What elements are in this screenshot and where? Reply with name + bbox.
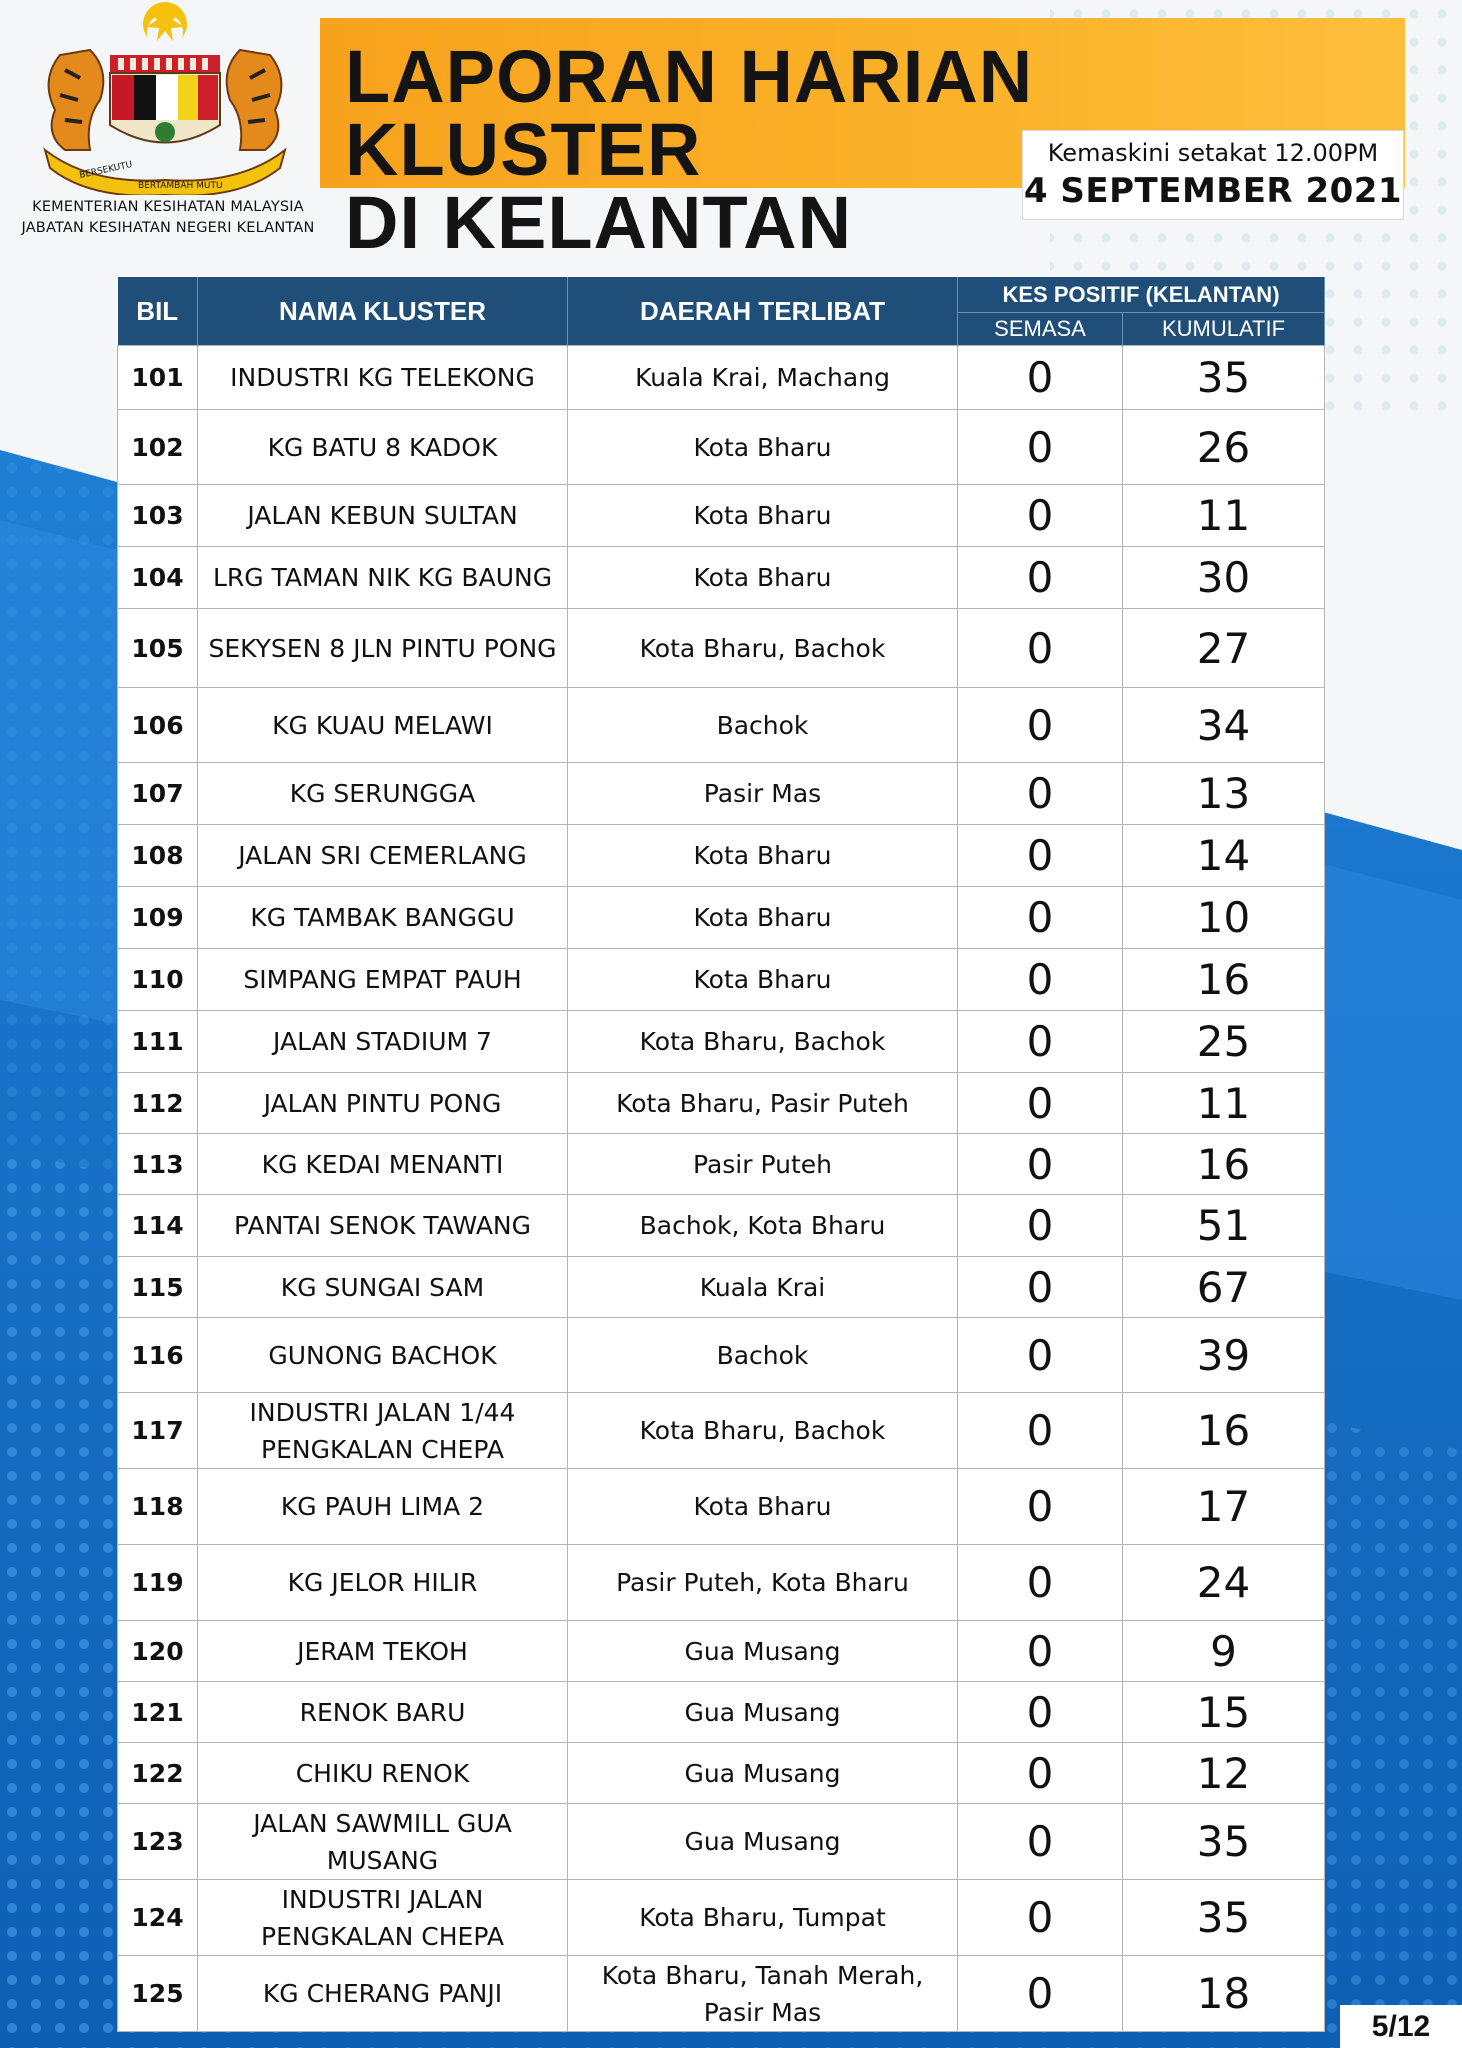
table-row bbox=[118, 1545, 1325, 1621]
cell-cluster-name: KG PAUH LIMA 2 bbox=[198, 1469, 568, 1545]
table-row bbox=[118, 485, 1325, 547]
cell-current: 0 bbox=[958, 1621, 1123, 1682]
table-row bbox=[118, 887, 1325, 949]
cell-district: Kota Bharu, Tanah Merah, Pasir Mas bbox=[568, 1956, 958, 2032]
ministry-label bbox=[18, 197, 318, 239]
cell-bil: 118 bbox=[118, 1469, 198, 1545]
cell-bil: 109 bbox=[118, 887, 198, 949]
cell-cluster-name: KG KUAU MELAWI bbox=[198, 688, 568, 763]
cell-current: 0 bbox=[958, 485, 1123, 547]
cell-current: 0 bbox=[958, 346, 1123, 410]
update-box bbox=[1022, 130, 1404, 220]
cell-district: Kota Bharu bbox=[568, 485, 958, 547]
crest-motto-bottom: BERTAMBAH MUTU bbox=[138, 181, 223, 191]
cell-cumulative: 16 bbox=[1123, 949, 1325, 1011]
ministry-line-2: JABATAN KESIHATAN NEGERI KELANTAN bbox=[21, 220, 315, 236]
update-label: Kemaskini setakat 12.00PM bbox=[1047, 139, 1379, 167]
cell-bil: 108 bbox=[118, 825, 198, 887]
cell-cumulative: 12 bbox=[1123, 1743, 1325, 1804]
header-cumulative: KUMULATIF bbox=[1123, 313, 1325, 346]
table-row bbox=[118, 410, 1325, 485]
cluster-table bbox=[117, 277, 1325, 2032]
cell-cluster-name: RENOK BARU bbox=[198, 1682, 568, 1743]
cell-cluster-name: CHIKU RENOK bbox=[198, 1743, 568, 1804]
cell-cluster-name: INDUSTRI KG TELEKONG bbox=[198, 346, 568, 410]
cell-bil: 104 bbox=[118, 547, 198, 609]
cell-current: 0 bbox=[958, 688, 1123, 763]
cell-district: Gua Musang bbox=[568, 1682, 958, 1743]
table-row bbox=[118, 1393, 1325, 1469]
table-row bbox=[118, 1257, 1325, 1318]
cell-district: Pasir Puteh, Kota Bharu bbox=[568, 1545, 958, 1621]
cell-cumulative: 51 bbox=[1123, 1195, 1325, 1257]
cell-current: 0 bbox=[958, 1318, 1123, 1393]
cell-cumulative: 15 bbox=[1123, 1682, 1325, 1743]
table-row bbox=[118, 1956, 1325, 2032]
cell-district: Kuala Krai, Machang bbox=[568, 346, 958, 410]
cell-cumulative: 9 bbox=[1123, 1621, 1325, 1682]
table-row bbox=[118, 609, 1325, 688]
cell-bil: 115 bbox=[118, 1257, 198, 1318]
crest-motto-left: BERSEKUTU bbox=[78, 159, 134, 181]
cell-cumulative: 34 bbox=[1123, 688, 1325, 763]
coat-of-arms-logo bbox=[30, 0, 300, 195]
table-row bbox=[118, 1011, 1325, 1073]
cell-district: Kota Bharu bbox=[568, 1469, 958, 1545]
table-row bbox=[118, 547, 1325, 609]
header-district: DAERAH TERLIBAT bbox=[568, 277, 958, 346]
cell-bil: 112 bbox=[118, 1073, 198, 1134]
cell-district: Bachok bbox=[568, 1318, 958, 1393]
cell-bil: 113 bbox=[118, 1134, 198, 1195]
table-row bbox=[118, 1134, 1325, 1195]
cell-current: 0 bbox=[958, 1393, 1123, 1469]
cell-current: 0 bbox=[958, 887, 1123, 949]
cell-cluster-name: SIMPANG EMPAT PAUH bbox=[198, 949, 568, 1011]
cell-district: Bachok bbox=[568, 688, 958, 763]
cell-cumulative: 16 bbox=[1123, 1393, 1325, 1469]
cell-bil: 116 bbox=[118, 1318, 198, 1393]
table-row bbox=[118, 346, 1325, 410]
header-current: SEMASA bbox=[958, 313, 1123, 346]
cell-cluster-name: KG JELOR HILIR bbox=[198, 1545, 568, 1621]
cell-current: 0 bbox=[958, 1804, 1123, 1880]
table-row bbox=[118, 1469, 1325, 1545]
cell-cluster-name: KG TAMBAK BANGGU bbox=[198, 887, 568, 949]
cell-district: Kota Bharu bbox=[568, 887, 958, 949]
cell-cumulative: 11 bbox=[1123, 1073, 1325, 1134]
cell-district: Gua Musang bbox=[568, 1743, 958, 1804]
cell-cumulative: 18 bbox=[1123, 1956, 1325, 2032]
cell-cluster-name: JERAM TEKOH bbox=[198, 1621, 568, 1682]
cell-district: Kota Bharu, Tumpat bbox=[568, 1880, 958, 1956]
table-row bbox=[118, 1195, 1325, 1257]
cell-cumulative: 26 bbox=[1123, 410, 1325, 485]
table-body bbox=[118, 346, 1325, 2032]
cell-cluster-name: JALAN SAWMILL GUA MUSANG bbox=[198, 1804, 568, 1880]
cell-cluster-name: JALAN KEBUN SULTAN bbox=[198, 485, 568, 547]
cell-cumulative: 30 bbox=[1123, 547, 1325, 609]
cell-district: Kota Bharu, Pasir Puteh bbox=[568, 1073, 958, 1134]
cell-cumulative: 67 bbox=[1123, 1257, 1325, 1318]
cell-current: 0 bbox=[958, 609, 1123, 688]
table-row bbox=[118, 1073, 1325, 1134]
cell-cluster-name: JALAN STADIUM 7 bbox=[198, 1011, 568, 1073]
cell-cluster-name: PANTAI SENOK TAWANG bbox=[198, 1195, 568, 1257]
cell-cluster-name: KG BATU 8 KADOK bbox=[198, 410, 568, 485]
cell-bil: 105 bbox=[118, 609, 198, 688]
table-row bbox=[118, 1621, 1325, 1682]
cell-cumulative: 27 bbox=[1123, 609, 1325, 688]
cell-cluster-name: JALAN SRI CEMERLANG bbox=[198, 825, 568, 887]
cell-current: 0 bbox=[958, 1011, 1123, 1073]
cell-district: Pasir Mas bbox=[568, 763, 958, 825]
table-row bbox=[118, 763, 1325, 825]
cell-district: Gua Musang bbox=[568, 1621, 958, 1682]
cell-bil: 106 bbox=[118, 688, 198, 763]
table-row bbox=[118, 825, 1325, 887]
table-row bbox=[118, 949, 1325, 1011]
cell-current: 0 bbox=[958, 763, 1123, 825]
cell-cumulative: 35 bbox=[1123, 1880, 1325, 1956]
cell-cluster-name: INDUSTRI JALAN 1/44 PENGKALAN CHEPA bbox=[198, 1393, 568, 1469]
cell-district: Kota Bharu bbox=[568, 410, 958, 485]
cell-current: 0 bbox=[958, 1545, 1123, 1621]
cluster-table-container bbox=[117, 277, 1324, 2032]
table-row bbox=[118, 688, 1325, 763]
cell-district: Kota Bharu, Bachok bbox=[568, 1393, 958, 1469]
cell-current: 0 bbox=[958, 949, 1123, 1011]
update-date: 4 SEPTEMBER 2021 bbox=[1023, 171, 1403, 211]
cell-cluster-name: GUNONG BACHOK bbox=[198, 1318, 568, 1393]
cell-district: Kota Bharu bbox=[568, 825, 958, 887]
cell-bil: 117 bbox=[118, 1393, 198, 1469]
ministry-line-1: KEMENTERIAN KESIHATAN MALAYSIA bbox=[32, 199, 304, 215]
cell-bil: 110 bbox=[118, 949, 198, 1011]
cell-current: 0 bbox=[958, 1257, 1123, 1318]
cell-cumulative: 39 bbox=[1123, 1318, 1325, 1393]
cell-cluster-name: INDUSTRI JALAN PENGKALAN CHEPA bbox=[198, 1880, 568, 1956]
cell-district: Kota Bharu bbox=[568, 949, 958, 1011]
cell-bil: 119 bbox=[118, 1545, 198, 1621]
cell-current: 0 bbox=[958, 1682, 1123, 1743]
page-number: 5/12 bbox=[1340, 2005, 1462, 2048]
cell-current: 0 bbox=[958, 825, 1123, 887]
cell-current: 0 bbox=[958, 1956, 1123, 2032]
cell-cluster-name: KG CHERANG PANJI bbox=[198, 1956, 568, 2032]
cell-current: 0 bbox=[958, 1134, 1123, 1195]
cell-cumulative: 35 bbox=[1123, 346, 1325, 410]
table-row bbox=[118, 1804, 1325, 1880]
cell-district: Pasir Puteh bbox=[568, 1134, 958, 1195]
cell-bil: 103 bbox=[118, 485, 198, 547]
cell-district: Bachok, Kota Bharu bbox=[568, 1195, 958, 1257]
cell-district: Kota Bharu, Bachok bbox=[568, 1011, 958, 1073]
header-bil: BIL bbox=[118, 277, 198, 346]
cell-current: 0 bbox=[958, 410, 1123, 485]
cell-current: 0 bbox=[958, 1469, 1123, 1545]
cell-current: 0 bbox=[958, 1743, 1123, 1804]
cell-district: Kota Bharu bbox=[568, 547, 958, 609]
cell-cumulative: 10 bbox=[1123, 887, 1325, 949]
cell-cluster-name: KG KEDAI MENANTI bbox=[198, 1134, 568, 1195]
cell-cumulative: 11 bbox=[1123, 485, 1325, 547]
cell-cumulative: 35 bbox=[1123, 1804, 1325, 1880]
table-row bbox=[118, 1682, 1325, 1743]
cell-current: 0 bbox=[958, 1880, 1123, 1956]
cell-bil: 102 bbox=[118, 410, 198, 485]
cell-bil: 120 bbox=[118, 1621, 198, 1682]
cell-cumulative: 24 bbox=[1123, 1545, 1325, 1621]
cell-current: 0 bbox=[958, 1195, 1123, 1257]
cell-cumulative: 13 bbox=[1123, 763, 1325, 825]
header-cluster-name: NAMA KLUSTER bbox=[198, 277, 568, 346]
cell-district: Gua Musang bbox=[568, 1804, 958, 1880]
table-row bbox=[118, 1318, 1325, 1393]
cell-cluster-name: KG SERUNGGA bbox=[198, 763, 568, 825]
cell-cumulative: 17 bbox=[1123, 1469, 1325, 1545]
cell-cluster-name: KG SUNGAI SAM bbox=[198, 1257, 568, 1318]
cell-bil: 121 bbox=[118, 1682, 198, 1743]
header-positive-cases: KES POSITIF (KELANTAN) bbox=[958, 277, 1325, 313]
cell-bil: 123 bbox=[118, 1804, 198, 1880]
cell-cumulative: 16 bbox=[1123, 1134, 1325, 1195]
cell-bil: 122 bbox=[118, 1743, 198, 1804]
table-row bbox=[118, 1880, 1325, 1956]
cell-bil: 125 bbox=[118, 1956, 198, 2032]
cell-bil: 107 bbox=[118, 763, 198, 825]
cell-current: 0 bbox=[958, 547, 1123, 609]
cell-current: 0 bbox=[958, 1073, 1123, 1134]
cell-bil: 114 bbox=[118, 1195, 198, 1257]
cell-district: Kuala Krai bbox=[568, 1257, 958, 1318]
table-row bbox=[118, 1743, 1325, 1804]
cell-bil: 124 bbox=[118, 1880, 198, 1956]
page-title: LAPORAN HARIAN KLUSTER DI KELANTAN bbox=[345, 35, 1034, 264]
cell-bil: 101 bbox=[118, 346, 198, 410]
cell-district: Kota Bharu, Bachok bbox=[568, 609, 958, 688]
cell-bil: 111 bbox=[118, 1011, 198, 1073]
cell-cluster-name: JALAN PINTU PONG bbox=[198, 1073, 568, 1134]
cell-cumulative: 14 bbox=[1123, 825, 1325, 887]
cell-cluster-name: LRG TAMAN NIK KG BAUNG bbox=[198, 547, 568, 609]
cell-cluster-name: SEKYSEN 8 JLN PINTU PONG bbox=[198, 609, 568, 688]
cell-cumulative: 25 bbox=[1123, 1011, 1325, 1073]
